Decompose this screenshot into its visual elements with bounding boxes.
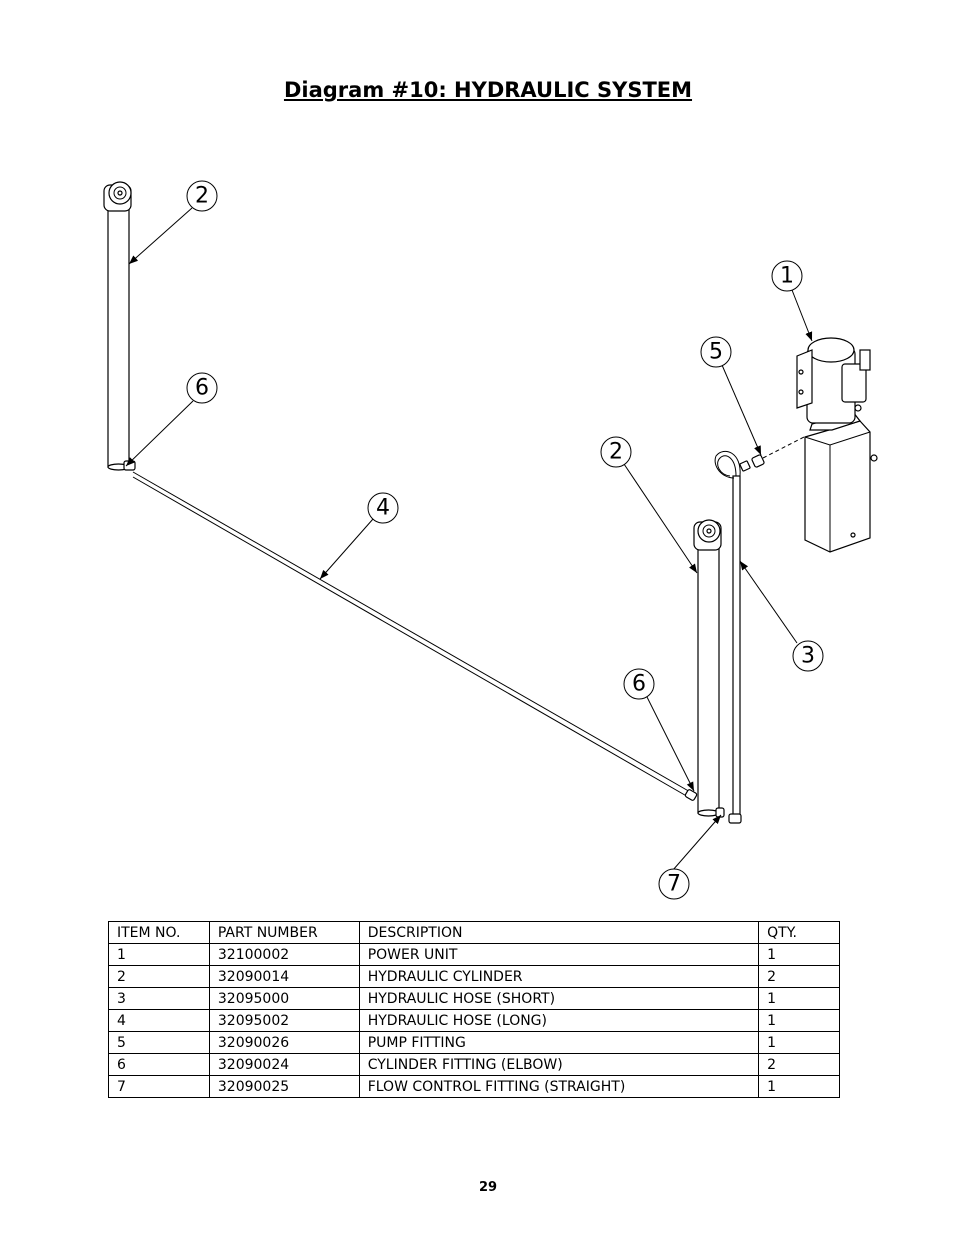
cell-qty: 1 <box>759 944 840 966</box>
cell-item-no: 7 <box>109 1076 210 1098</box>
left-hydraulic-cylinder <box>104 182 131 470</box>
page-title: Diagram #10: HYDRAULIC SYSTEM <box>283 78 693 102</box>
cell-item-no: 5 <box>109 1032 210 1054</box>
header-item-no: ITEM NO. <box>109 922 210 944</box>
balloon-item-1 <box>772 261 802 291</box>
parts-table <box>108 921 840 1098</box>
cell-part-number: 32095000 <box>209 988 359 1010</box>
cell-item-no: 3 <box>109 988 210 1010</box>
cell-item-no: 2 <box>109 966 210 988</box>
table-row <box>109 1010 840 1032</box>
table-header-row <box>109 922 840 944</box>
balloon-item-5 <box>701 337 731 367</box>
balloon-item-6-right <box>624 669 654 699</box>
cell-part-number: 32095002 <box>209 1010 359 1032</box>
table-row <box>109 1076 840 1098</box>
cell-description: HYDRAULIC CYLINDER <box>359 966 758 988</box>
cell-part-number: 32100002 <box>209 944 359 966</box>
cell-part-number: 32090024 <box>209 1054 359 1076</box>
table-row <box>109 1032 840 1054</box>
cell-description: CYLINDER FITTING (ELBOW) <box>359 1054 758 1076</box>
page-number: 29 <box>478 1180 498 1195</box>
cell-qty: 2 <box>759 1054 840 1076</box>
cell-part-number: 32090014 <box>209 966 359 988</box>
cell-item-no: 1 <box>109 944 210 966</box>
cell-qty: 2 <box>759 966 840 988</box>
table-row <box>109 944 840 966</box>
cell-item-no: 6 <box>109 1054 210 1076</box>
svg-text:4: 4 <box>376 495 390 521</box>
svg-text:3: 3 <box>801 643 815 669</box>
balloon-item-7 <box>659 869 689 899</box>
balloon-item-2-right <box>601 437 631 467</box>
svg-text:5: 5 <box>709 339 723 365</box>
header-part-number: PART NUMBER <box>209 922 359 944</box>
cell-description: PUMP FITTING <box>359 1032 758 1054</box>
cell-qty: 1 <box>759 988 840 1010</box>
header-description: DESCRIPTION <box>359 922 758 944</box>
svg-text:7: 7 <box>667 871 681 897</box>
balloon-item-6-left <box>187 373 217 403</box>
cell-description: HYDRAULIC HOSE (LONG) <box>359 1010 758 1032</box>
cell-part-number: 32090026 <box>209 1032 359 1054</box>
cell-qty: 1 <box>759 1032 840 1054</box>
header-qty: QTY. <box>759 922 840 944</box>
svg-text:6: 6 <box>195 375 209 401</box>
long-hydraulic-hose <box>133 472 697 801</box>
cell-description: HYDRAULIC HOSE (SHORT) <box>359 988 758 1010</box>
table-row <box>109 966 840 988</box>
svg-text:2: 2 <box>195 183 209 209</box>
power-unit <box>797 338 877 552</box>
svg-text:2: 2 <box>609 439 623 465</box>
balloon-item-3 <box>793 641 823 671</box>
cell-qty: 1 <box>759 1010 840 1032</box>
balloon-item-2-left <box>187 181 217 211</box>
cell-item-no: 4 <box>109 1010 210 1032</box>
svg-text:1: 1 <box>780 263 794 289</box>
pump-fitting <box>740 436 806 471</box>
balloon-item-4 <box>368 493 398 523</box>
table-row <box>109 988 840 1010</box>
cell-part-number: 32090025 <box>209 1076 359 1098</box>
cell-qty: 1 <box>759 1076 840 1098</box>
right-hydraulic-cylinder <box>694 520 721 816</box>
cell-description: FLOW CONTROL FITTING (STRAIGHT) <box>359 1076 758 1098</box>
svg-text:6: 6 <box>632 671 646 697</box>
cell-description: POWER UNIT <box>359 944 758 966</box>
table-row <box>109 1054 840 1076</box>
